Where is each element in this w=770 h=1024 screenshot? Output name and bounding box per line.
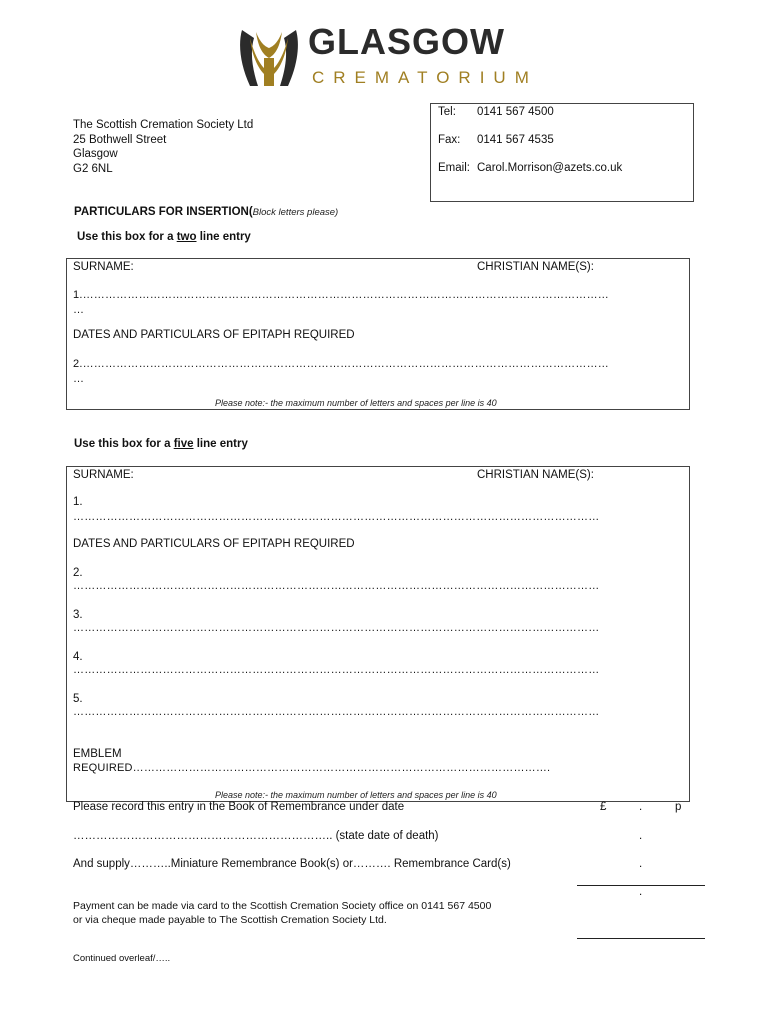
record-entry-text: Please record this entry in the Book of Remembrance under date [73, 801, 405, 813]
five-line-max-note: Please note:- the maximum number of letters and spaces per line is 40 [215, 790, 497, 800]
date-of-death-field[interactable]: ………………………………………………………….. (state date of death) [73, 830, 439, 842]
line-number-2: 2. [73, 567, 83, 579]
two-line-entry-box[interactable] [66, 258, 690, 410]
fax-label: Fax: [438, 134, 461, 146]
two-line-intro-em: two [176, 231, 197, 243]
two-line-entry-line-2[interactable]: 2.…………………………………………………………………………………………………………………………… [73, 358, 609, 370]
payment-line-2: or via cheque made payable to The Scottish Cremation Society Ltd. [73, 913, 387, 926]
email-label: Email: [438, 162, 470, 174]
payment-line-1: Payment can be made via card to the Scottish Cremation Society office on 0141 567 4500 [73, 900, 492, 912]
two-line-entry-line-1-cont: … [73, 304, 85, 316]
five-line-intro-em: five [173, 438, 194, 450]
line-number-3: 3. [73, 609, 83, 621]
dates-particulars-label: DATES AND PARTICULARS OF EPITAPH REQUIRED [73, 329, 355, 341]
address-block [73, 118, 253, 176]
fax-value: 0141 567 4535 [477, 134, 554, 146]
christian-name-label: CHRISTIAN NAME(S): [477, 469, 594, 481]
two-line-intro [77, 231, 251, 243]
logo-emblem-icon [236, 24, 302, 90]
total-rule-bottom [577, 938, 705, 939]
two-line-max-note: Please note:- the maximum number of letters and spaces per line is 40 [215, 398, 497, 408]
tel-label: Tel: [438, 106, 456, 118]
two-line-intro-pre: Use this box for a [77, 231, 177, 243]
emblem-required-field[interactable]: REQUIRED…………………………………………………………………………………………………. [73, 762, 551, 774]
line-number-5: 5. [73, 693, 83, 705]
pound-sign: £ [600, 801, 607, 813]
dates-particulars-label: DATES AND PARTICULARS OF EPITAPH REQUIRED [73, 538, 355, 550]
five-line-entry-line-2[interactable]: …………………………………………………………………………………………………………………………… [73, 580, 600, 592]
decimal-dot: . [639, 858, 643, 870]
address-line-3: Glasgow [73, 148, 118, 160]
address-line-1: The Scottish Cremation Society Ltd [73, 119, 254, 131]
five-line-entry-line-5[interactable]: …………………………………………………………………………………………………………………………… [73, 706, 600, 718]
contact-box [430, 103, 694, 202]
surname-label: SURNAME: [73, 261, 134, 273]
decimal-dot: . [639, 886, 643, 898]
email-value[interactable]: Carol.Morrison@azets.co.uk [477, 162, 623, 174]
particulars-hint: Block letters please) [252, 207, 339, 218]
christian-name-label: CHRISTIAN NAME(S): [477, 261, 594, 273]
address-line-2: 25 Bothwell Street [73, 133, 167, 146]
two-line-entry-line-2-cont: … [73, 373, 85, 385]
crematorium-logo [236, 22, 536, 92]
pence-sign: p [675, 801, 682, 813]
two-line-intro-post: line entry [196, 231, 251, 243]
surname-label: SURNAME: [73, 469, 134, 481]
five-line-intro [74, 438, 248, 450]
decimal-dot: . [639, 830, 643, 842]
five-line-intro-post: line entry [193, 438, 248, 450]
five-line-entry-box[interactable] [66, 466, 690, 802]
address-line-4: G2 6NL [73, 162, 113, 175]
continued-overleaf: Continued overleaf/….. [73, 953, 171, 964]
particulars-heading [74, 202, 338, 220]
tel-value: 0141 567 4500 [477, 106, 554, 118]
payment-info [73, 900, 491, 927]
logo-name: GLASGOW [308, 21, 505, 62]
line-number-1: 1. [73, 496, 83, 508]
decimal-dot: . [639, 801, 643, 813]
particulars-title: PARTICULARS FOR INSERTION( [74, 206, 253, 218]
five-line-intro-pre: Use this box for a [74, 438, 174, 450]
supply-field[interactable]: And supply………..Miniature Remembrance Book(s) or………. Remembrance Card(s) [73, 858, 511, 870]
emblem-label: EMBLEM [73, 748, 122, 760]
five-line-entry-line-1[interactable]: …………………………………………………………………………………………………………………………… [73, 511, 600, 523]
five-line-entry-line-4[interactable]: …………………………………………………………………………………………………………………………… [73, 664, 600, 676]
five-line-entry-line-3[interactable]: …………………………………………………………………………………………………………………………… [73, 622, 600, 634]
two-line-entry-line-1[interactable]: 1.…………………………………………………………………………………………………………………………… [73, 289, 609, 301]
line-number-4: 4. [73, 651, 83, 663]
logo-subtitle: CREMATORIUM [312, 68, 538, 87]
